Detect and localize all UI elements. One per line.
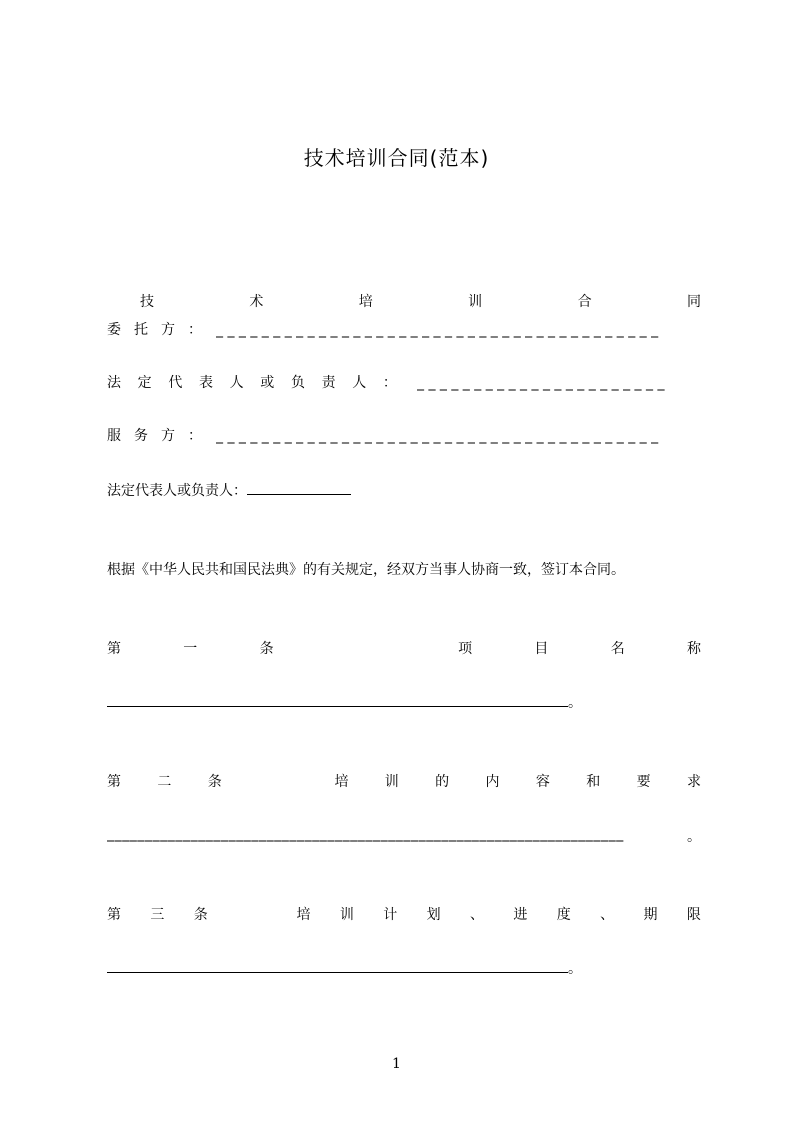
client-label: 委 托 方 ：: [107, 322, 202, 338]
article-3-end: 。: [568, 961, 582, 977]
provider-label: 服 务 方 ：: [107, 428, 202, 444]
client-field: [107, 319, 701, 339]
client-rep-blank[interactable]: _ _ _ _ _ _ _ _ _ _ _ _ _ _ _ _ _ _ _ _ _ _: [417, 375, 665, 391]
provider-rep-field: [107, 480, 701, 500]
article-2-blank-line: [107, 826, 701, 846]
provider-field: [107, 425, 701, 445]
heading-char: 合: [577, 294, 592, 310]
heading-char: 训: [468, 294, 483, 310]
heading-char: 培: [358, 294, 373, 310]
client-rep-field: [107, 372, 701, 392]
article-2-heading: 第 二 条 培 训 的 内 容 和 要 求: [107, 774, 701, 790]
provider-blank[interactable]: _ _ _ _ _ _ _ _ _ _ _ _ _ _ _ _ _ _ _ _ _ _ _ _ _ _ _ _ _ _ _ _ _ _ _ _ _ _ _: [216, 428, 659, 444]
heading-char: 技: [140, 294, 154, 310]
article-3-blank-line: [107, 958, 701, 978]
client-rep-label: 法 定 代 表 人 或 负 责 人 ：: [107, 375, 397, 391]
article-3-heading: 第 三 条 培 训 计 划 、 进 度 、 期 限: [107, 907, 701, 923]
provider-rep-blank[interactable]: [247, 480, 351, 495]
article-1-blank[interactable]: [107, 692, 568, 707]
article-1-blank-line: [107, 692, 701, 712]
client-blank[interactable]: _ _ _ _ _ _ _ _ _ _ _ _ _ _ _ _ _ _ _ _ _ _ _ _ _ _ _ _ _ _ _ _ _ _ _ _ _ _ _: [216, 322, 659, 338]
article-2-end: 。: [687, 829, 701, 845]
article-1-heading: 第 一 条 项 目 名 称: [107, 641, 701, 657]
article-3-blank[interactable]: [107, 958, 568, 973]
provider-rep-label: 法定代表人或负责人：: [107, 483, 247, 499]
preamble: 根据《中华人民共和国民法典》的有关规定，经双方当事人协商一致，签订本合同。: [107, 562, 625, 578]
contract-heading: [140, 291, 701, 311]
heading-char: 同: [686, 294, 701, 310]
document-title: 技术培训合同(范本): [303, 146, 490, 170]
heading-char: 术: [249, 294, 264, 310]
article-2-blank[interactable]: ____________________________________________________________________: [107, 826, 624, 842]
article-1-end: 。: [568, 695, 582, 711]
page-number: 1: [392, 1056, 401, 1072]
